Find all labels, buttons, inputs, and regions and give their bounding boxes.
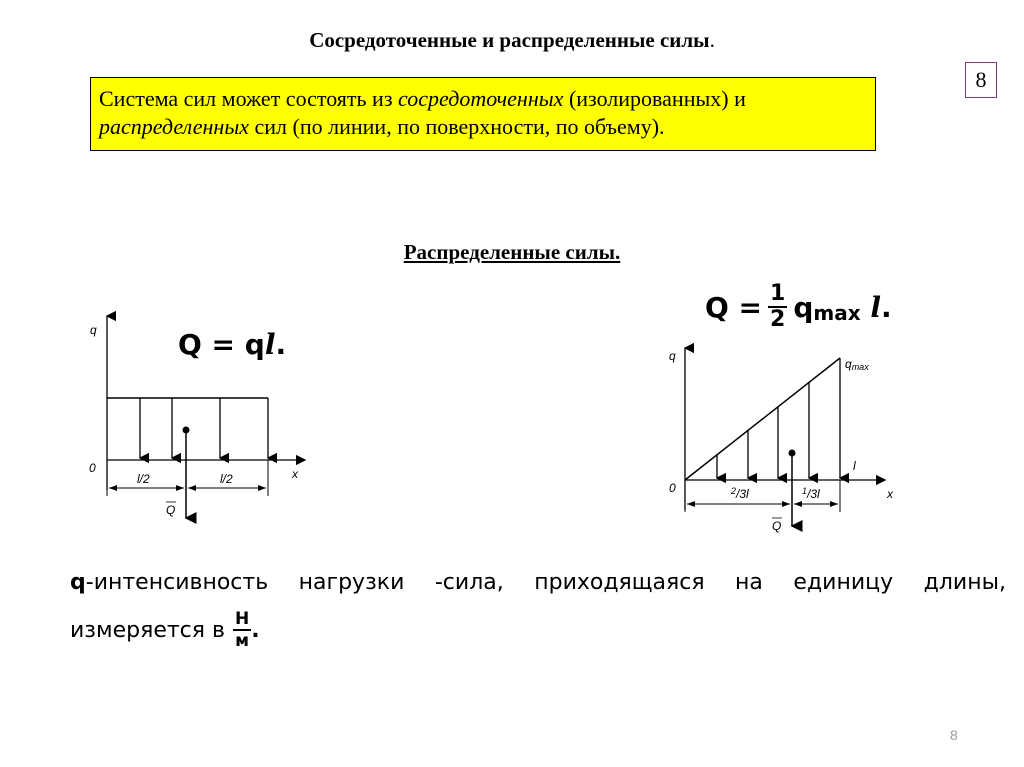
segment-label-2: l/2 xyxy=(220,472,233,486)
resultant-label: Q xyxy=(772,519,782,533)
origin-label: 0 xyxy=(89,461,96,475)
load-arrows xyxy=(140,398,268,458)
fraction-half: $\frac{1}{2}$ xyxy=(770,281,786,332)
load-arrows xyxy=(717,358,840,478)
unit-fraction: Н м xyxy=(234,609,250,651)
formula-triangular-load: Q = $\frac{1}{2}$ q max l . xyxy=(705,281,892,332)
segment-label-1: l/2 xyxy=(137,472,150,486)
origin-label: 0 xyxy=(669,481,676,495)
section-subtitle: Распределенные силы. xyxy=(403,240,621,264)
axis-label-q: q xyxy=(90,323,97,337)
load-hypotenuse xyxy=(685,358,840,480)
axis-label-x: x xyxy=(887,487,893,501)
definition-paragraph: q-интенсивность нагрузки -сила, приходящаяся на единицу длины, измеряется в Н м . xyxy=(70,570,1006,651)
resultant-label: Q xyxy=(166,503,176,517)
length-label: l xyxy=(853,459,856,473)
uniform-load-diagram xyxy=(80,300,320,525)
page-number: 8 xyxy=(950,727,958,743)
segment-label-2: $^1$/3l xyxy=(802,486,820,501)
qmax-label: qmax xyxy=(845,357,869,372)
segment-label-1: $^2$/3l xyxy=(731,486,749,501)
formula-uniform-load: Q = ql. xyxy=(178,328,287,361)
slide-number-badge: 8 xyxy=(965,62,997,98)
slide-title: Сосредоточенные и распределенные силы. xyxy=(309,28,715,52)
triangular-load-diagram xyxy=(665,340,910,540)
axis-label-x: x xyxy=(292,467,298,481)
highlight-note: Система сил может состоять из сосредоточенных (изолированных) и распределенных сил (по линии, по поверхности, по объему). xyxy=(90,77,876,151)
axis-label-q: q xyxy=(669,349,676,363)
